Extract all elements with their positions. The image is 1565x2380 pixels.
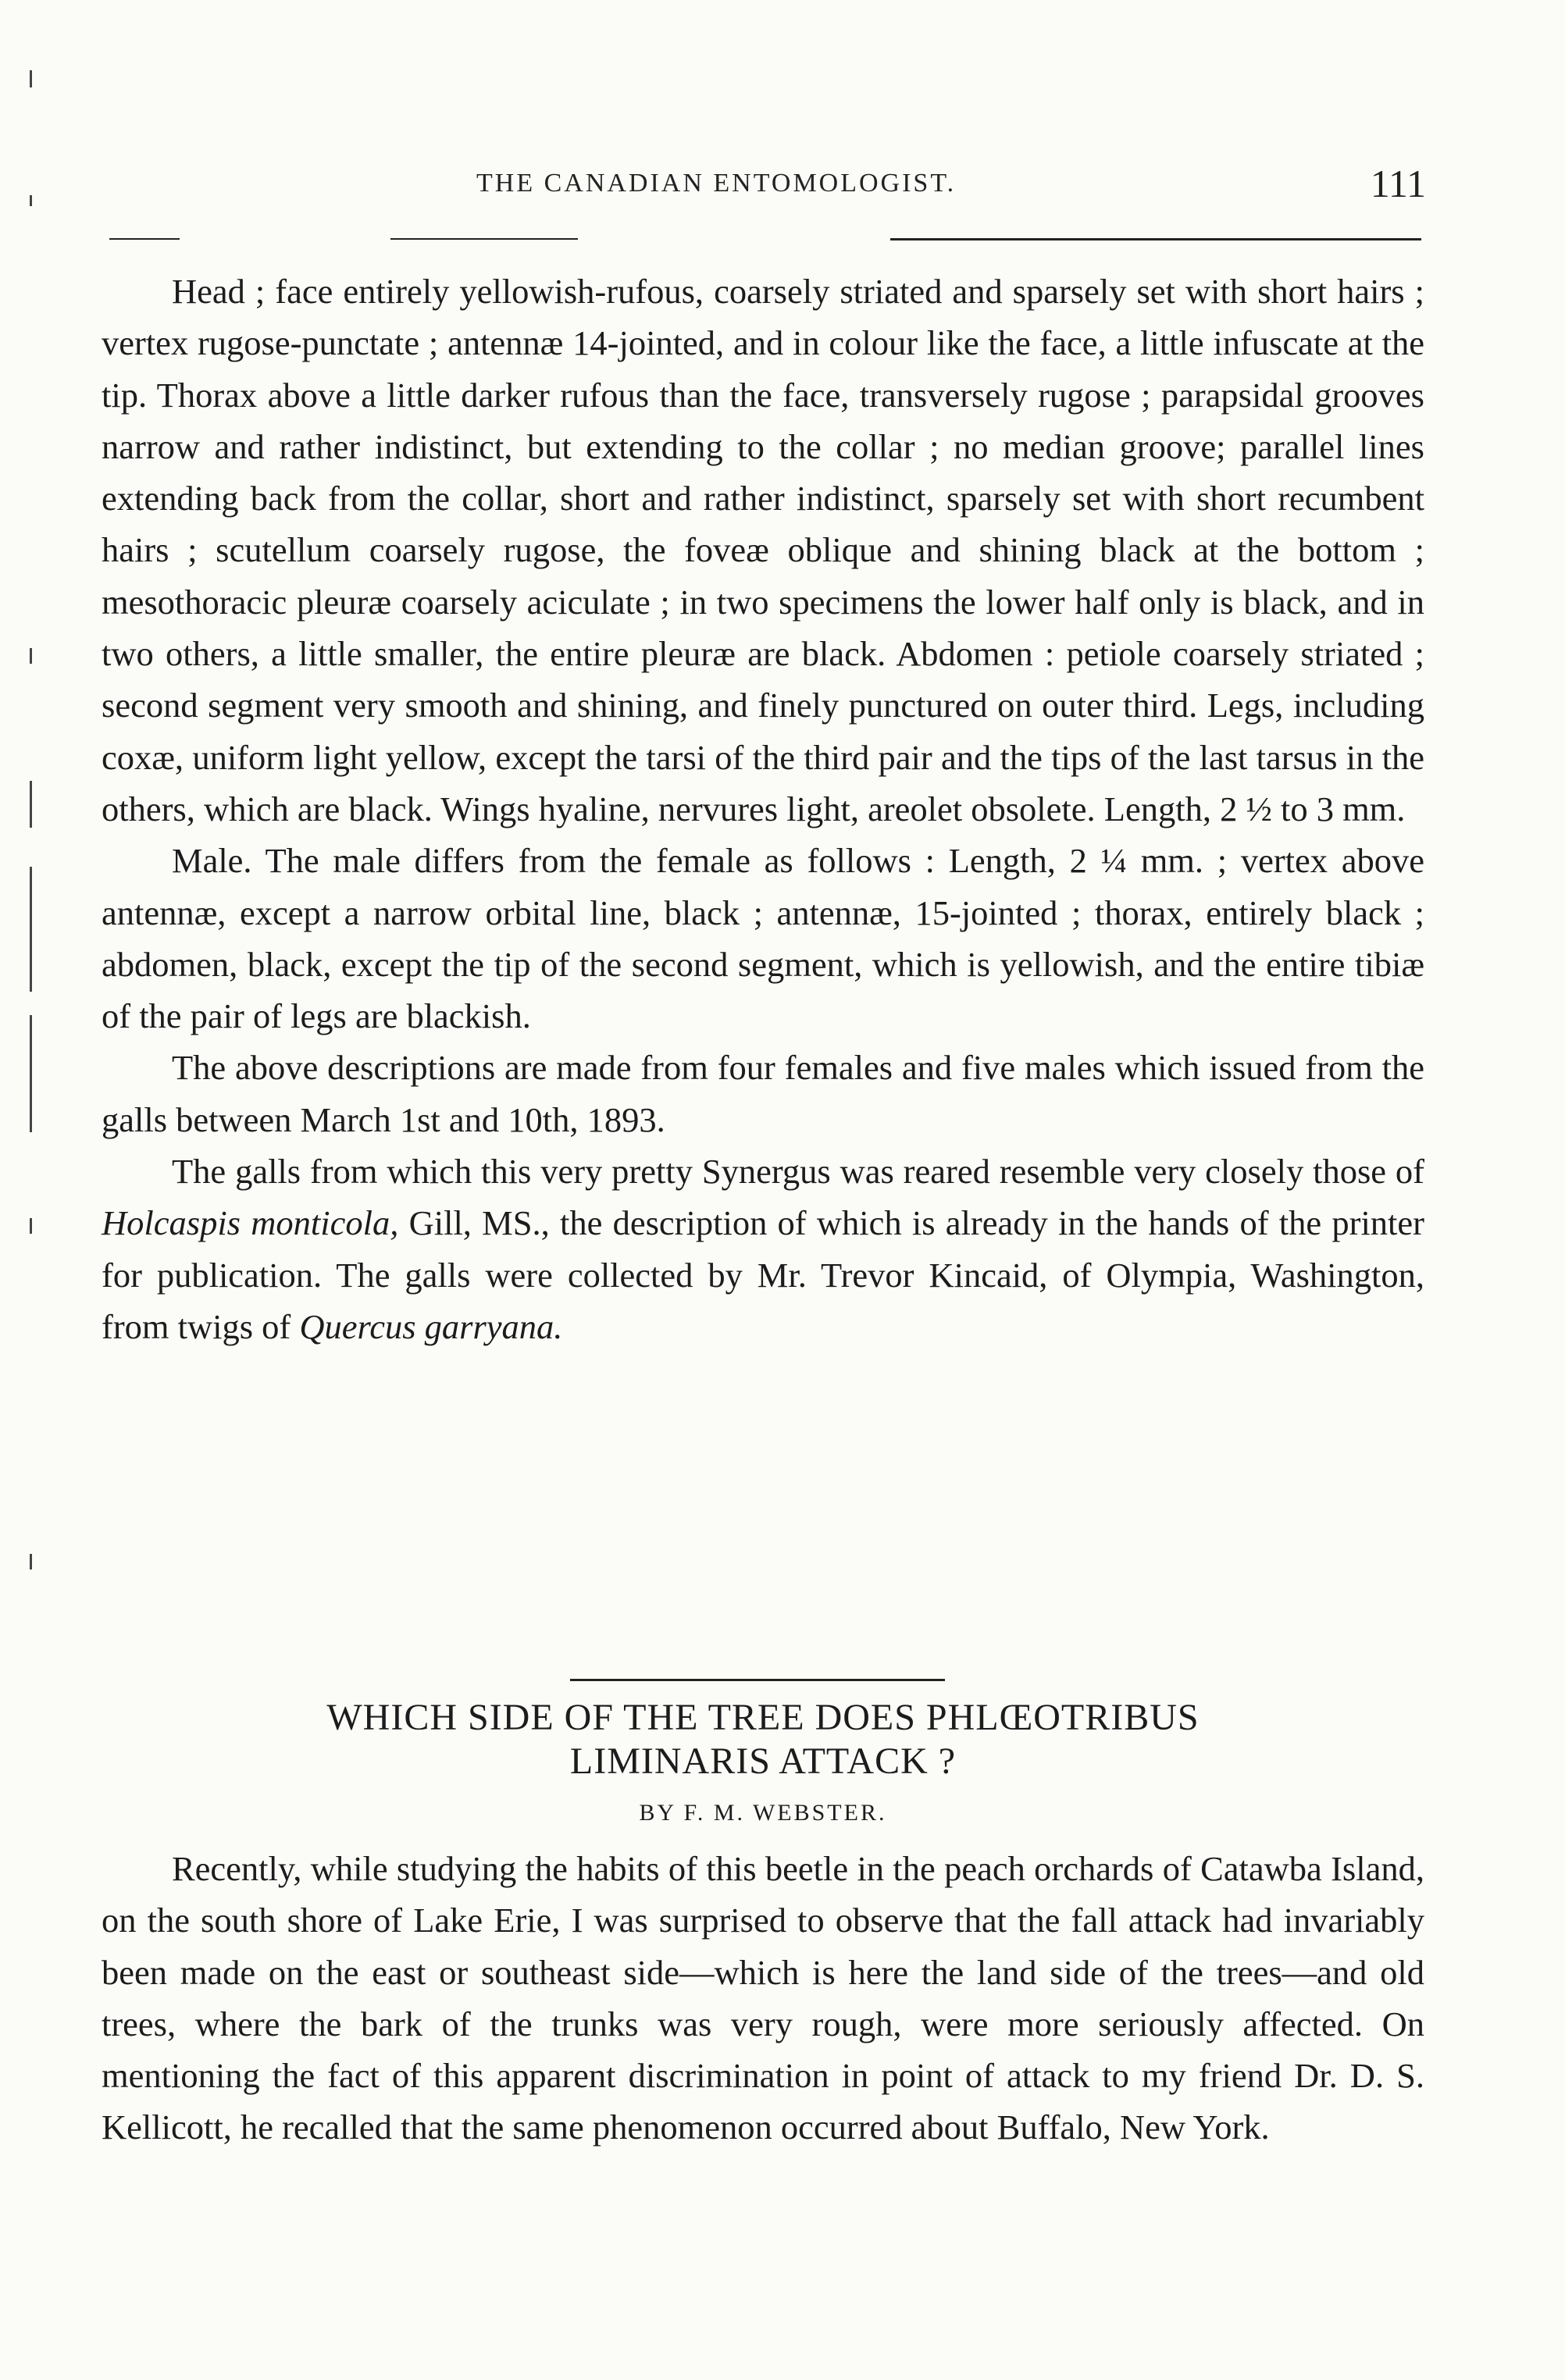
galls-text-2: Gill, MS., the description of which is already in the hands of the printer for publication. The galls were collected by Mr. Trevor Kincaid, of Olympia, Washington, from twigs of	[102, 1203, 1424, 1346]
scan-edge-mark	[30, 70, 32, 87]
section-divider-rule	[570, 1679, 945, 1681]
species-name-quercus: Quercus garryana.	[299, 1306, 563, 1346]
header-rule-center	[390, 238, 578, 240]
species-name-holcaspis: Holcaspis monticola,	[102, 1203, 399, 1243]
scan-edge-mark	[30, 1015, 32, 1132]
male-paragraph: Male. The male differs from the female as follows : Length, 2 ¼ mm. ; vertex above antennæ, except a narrow orbital line, black ; antennæ, 15-jointed ; thorax, entirely black ; abdomen, black, except the tip of the second segment, which is yellowish, and the entire tibiæ of the pair of legs are blackish.	[102, 841, 1424, 1036]
article-title	[102, 1696, 1424, 1783]
scan-edge-mark	[30, 867, 32, 992]
scan-edge-mark	[30, 1554, 32, 1569]
specimens-paragraph: The above descriptions are made from four females and five males which issued from the galls between March 1st and 10th, 1893.	[102, 1048, 1424, 1139]
article-paragraph: Recently, while studying the habits of this beetle in the peach orchards of Catawba Island, on the south shore of Lake Erie, I was surprised to observe that the fall attack had invariably been made on the east or southeast side—which is here the land side of the trees—and old trees, where the bark of the trunks was very rough, were more seriously affected. On mentioning the fact of this apparent discrimination in point of attack to my friend Dr. D. S. Kellicott, he recalled that the same phenomenon occurred about Buffalo, New York.	[102, 1849, 1424, 2147]
page-number: 111	[1370, 162, 1426, 205]
article-title-line-1: WHICH SIDE OF THE TREE DOES PHLŒOTRIBUS	[326, 1697, 1200, 1738]
galls-text-1: The galls from which this very pretty Synergus was reared resemble very closely those of	[172, 1152, 1424, 1192]
scan-edge-mark	[30, 1218, 32, 1234]
header-rule-short	[109, 238, 180, 240]
article-byline: BY F. M. WEBSTER.	[639, 1800, 887, 1826]
header-rule-right	[890, 238, 1421, 240]
main-text	[102, 265, 1424, 1352]
scan-edge-mark	[30, 781, 32, 828]
running-header	[0, 161, 1565, 208]
description-paragraph: Head ; face entirely yellowish-rufous, coarsely striated and sparsely set with short hairs ; vertex rugose-punctate ; antennæ 14-jointed, and in colour like the face, a little infuscate at the tip. Thorax above a little darker rufous than the face, transversely rugose ; parapsidal grooves narrow and rather indistinct, but extending to the collar ; no median groove; parallel lines extending back from the collar, short and rather indistinct, sparsely set with short recumbent hairs ; scutellum coarsely rugose, the foveæ oblique and shining black at the bottom ; mesothoracic pleuræ coarsely aciculate ; in two specimens the lower half only is black, and in two others, a little smaller, the entire pleuræ are black. Abdomen : petiole coarsely striated ; second segment very smooth and shining, and finely punctured on outer third. Legs, including coxæ, uniform light yellow, except the tarsi of the third pair and the tips of the last tarsus in the others, which are black. Wings hyaline, nervures light, areolet obsolete. Length, 2 ½ to 3 mm.	[102, 272, 1424, 828]
article-text	[102, 1843, 1424, 2154]
galls-paragraph	[102, 1145, 1424, 1352]
running-title: THE CANADIAN ENTOMOLOGIST.	[476, 169, 957, 198]
article-title-line-2: LIMINARIS ATTACK ?	[569, 1740, 957, 1782]
scan-edge-mark	[30, 648, 32, 664]
